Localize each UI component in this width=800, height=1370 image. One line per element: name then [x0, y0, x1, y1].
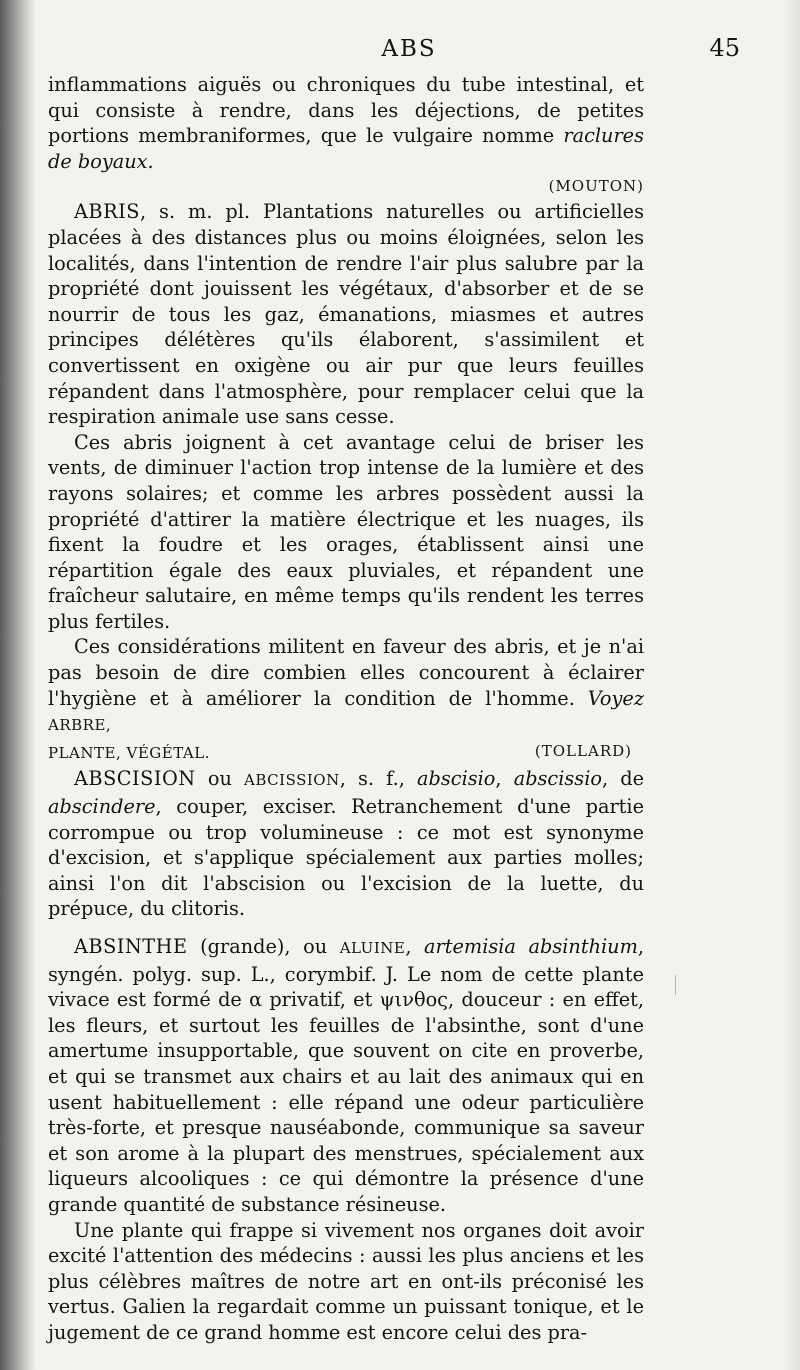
continuation-italic: raclures de boyaux. [48, 124, 644, 173]
abscision-sep: , [495, 767, 514, 791]
headword-absinthe: ABSINTHE [74, 935, 188, 958]
headword-abris: ABRIS [74, 200, 140, 224]
abris-paragraph-3-text: Ces considérations militent en faveur des abris, et je n'ai pas besoin de dire combien elles concourent à éclairer l'hygiène et à améliorer la condition de l'homme. [48, 635, 644, 710]
voyez-label: Voyez [587, 686, 644, 710]
entry-abris [48, 199, 644, 429]
entry-abscision [48, 766, 644, 922]
page-gutter-shadow [0, 0, 36, 1370]
bleed-through-mark [675, 975, 680, 995]
abscision-definition: , couper, exciser. Retranchement d'une partie corrompue ou trop volumineuse : ce mot est synonyme d'excision, et s'applique spécialement aux parties molles; ainsi l'on dit l'abscision ou l'excision de la luette, du prépuce, du clitoris. [48, 795, 644, 921]
abscision-or: ou [195, 767, 245, 791]
dictionary-text [48, 72, 644, 1346]
absinthe-paragraph-2: Une plante qui frappe si vivement nos organes doit avoir excité l'attention des médecins : aussi les plus anciens et les plus célèbres maîtres de notre art en ont-ils préconisé les vertus. Galien la regardait comme un puissant tonique, et le jugement de ce grand homme est encore celui des pra- [48, 1218, 644, 1344]
abscision-latin-1: abscisio [417, 767, 496, 791]
absinthe-latin: artemisia absinthium [424, 935, 638, 958]
absinthe-qualifier: (grande), ou [187, 935, 340, 958]
cross-reference-plante: PLANTE, VÉGÉTAL. [48, 743, 210, 762]
signature-mouton: (MOUTON) [548, 177, 644, 196]
entry-absinthe [48, 934, 644, 1218]
absinthe-paragraph-1: , syngén. polyg. sup. L., corymbif. J. Le nom de cette plante vivace est formé de α privatif, et ψινθος, douceur : en effet, les fleurs, et surtout les feuilles de l'absinthe, sont d'une amertume insupportable, que souvent on cite en proverbe, et qui se transmet aux chairs et au lait des animaux qui en usent habituellement : elle répand une odeur particulière très-forte, et presque nauséabonde, communique sa saveur et son arome à la plupart des menstrues, spécialement aux liqueurs alcooliques : ce qui démontre la présence d'une grande quantité de substance résineuse. [48, 935, 644, 1216]
page-number: 45 [709, 34, 740, 62]
absinthe-sep: , [405, 935, 425, 958]
abris-paragraph-3 [48, 634, 644, 738]
abris-refs-line [48, 739, 644, 767]
continuation-text: inflammations aiguës ou chroniques du tube intestinal, et qui consiste à rendre, dans les déjections, de petites portions membraniformes, que le vulgaire nomme [48, 73, 644, 148]
abscision-variant: ABCISSION [244, 771, 340, 790]
signature-tollard: (TOLLARD) [534, 741, 632, 760]
page-right-edge [782, 0, 800, 1370]
abscision-latin-2: abscissio [513, 767, 602, 791]
abris-paragraph-2: Ces abris joignent à cet avantage celui de briser les vents, de diminuer l'action trop intense de la lumière et des rayons solaires; et comme les arbres possèdent aussi la propriété d'attirer la matière électrique et les nuages, ils fixent la foudre et les orages, établissent ainsi une répartition égale des eaux pluviales, et répandent une fraîcheur salutaire, en même temps qu'ils rendent les terres plus fertiles. [48, 430, 644, 633]
abscision-latin-3: abscindere [48, 795, 156, 819]
cross-reference-arbre: ARBRE, [48, 716, 112, 735]
absinthe-variant: ALUINE [339, 939, 406, 957]
abscision-de: , de [601, 767, 645, 791]
page-header [48, 34, 740, 64]
abris-paragraph-1: , s. m. pl. Plantations naturelles ou artificielles placées à des distances plus ou moins éloignées, selon les localités, dans l'intention de rendre l'air plus salubre par la propriété dont jouissent les végétaux, d'absorber et de se nourrir de tous les gaz, émanations, miasmes et autres principes délétères qu'ils élaborent, s'assimilent et convertissent en oxigène ou air pur que leurs feuilles répandent dans l'atmosphère, pour remplacer celui que la respiration animale use sans cesse. [48, 200, 644, 429]
running-head: ABS [381, 36, 437, 62]
entry-continuation [48, 72, 644, 174]
headword-abscision: ABSCISION [74, 767, 196, 791]
abscision-grammar: , s. f., [339, 767, 418, 791]
